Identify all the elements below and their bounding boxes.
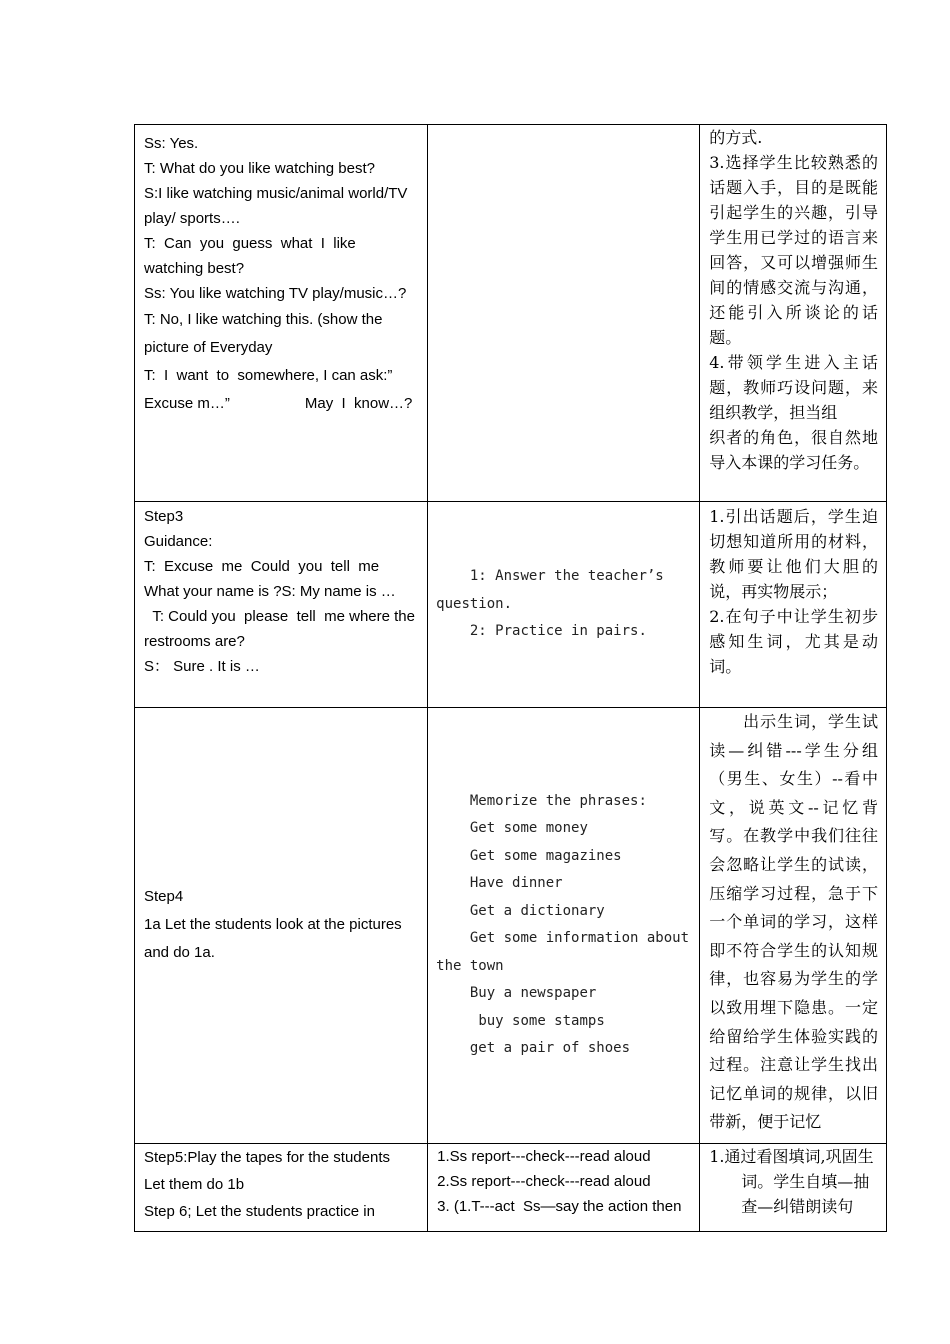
text-line: 查—纠错朗读句 xyxy=(709,1196,854,1216)
text-line: get a pair of shoes xyxy=(436,1040,631,1057)
text-line: 出示生词，学生试读—纠错---学生分组（男生、女生）--看中文，说英文--记忆背写。在教学中我们往往会忽略让学生的试读，压缩学习过程，急于下一个单词的学习，这样即不符合学生的认知规律，也容易为学生的学以致用埋下隐患。一定给留给学生体验实践的过程。注意让学生找出记忆单词的规律，以旧带新，便于记忆 xyxy=(709,712,878,1132)
text-line: Buy a newspaper xyxy=(436,985,597,1002)
activity-cell xyxy=(428,1143,700,1231)
text-line: Let them do 1b xyxy=(144,1175,245,1193)
text-line: S： Sure . It is … xyxy=(144,658,260,675)
text-line: Get some magazines xyxy=(436,847,622,864)
lesson-plan-table xyxy=(134,124,887,1232)
procedure-cell xyxy=(135,502,428,708)
activity-cell xyxy=(428,502,700,708)
text-line: 词。学生自填—抽 xyxy=(709,1171,870,1191)
text-line: T: I want to somewhere, I can ask:” Excuse m…” May I know…? xyxy=(144,367,413,412)
text-line: Get some money xyxy=(436,820,588,837)
text-line: T: Could you please tell me where the restrooms are? xyxy=(144,608,420,650)
text-line: 3. (1.T---act Ss—say the action then xyxy=(437,1197,682,1215)
text-line: Step5:Play the tapes for the students xyxy=(144,1148,390,1166)
procedure-cell xyxy=(135,125,428,502)
text-line: Guidance: xyxy=(144,533,213,550)
text-line: 2.Ss report---check---read aloud xyxy=(437,1172,651,1190)
procedure-cell xyxy=(135,708,428,1144)
text-line: Step 6; Let the students practice in xyxy=(144,1202,375,1220)
text-line: T: What do you like watching best? xyxy=(144,160,375,177)
text-line: S:I like watching music/animal world/TV play/ sports…. xyxy=(144,185,412,227)
purpose-cell xyxy=(700,502,887,708)
text-line: Memorize the phrases: xyxy=(436,792,647,809)
text-line: Get some information about the town xyxy=(436,930,698,974)
table-row xyxy=(135,1143,887,1231)
table-row xyxy=(135,125,887,502)
text-line: 织者的角色，很自然地导入本课的学习任务。 xyxy=(709,428,878,472)
text-line: Get a dictionary xyxy=(436,902,605,919)
text-line: 2.在句子中让学生初步感知生词，尤其是动词。 xyxy=(709,607,878,676)
text-line: 1.引出话题后，学生迫切想知道所用的材料，教师要让他们大胆的说，再实物展示； xyxy=(709,507,878,601)
text-line: Step4 xyxy=(144,888,184,906)
text-line: T: Can you guess what I like watching best? xyxy=(144,235,365,277)
text-line: 3.选择学生比较熟悉的话题入手，目的是既能引起学生的兴趣，引导学生用已学过的语言来回答，又可以增强师生间的情感交流与沟通，还能引入所谈论的话题。 xyxy=(709,153,878,347)
text-line: Have dinner xyxy=(436,875,563,892)
text-line: T: No, I like watching this. (show the picture of Everyday xyxy=(144,311,387,356)
text-line: 1.通过看图填词,巩固生 xyxy=(709,1146,874,1166)
text-line: T: Excuse me Could you tell me What your name is ?S: My name is … xyxy=(144,558,396,600)
table-row xyxy=(135,502,887,708)
activity-cell xyxy=(428,708,700,1144)
text-line: Ss: Yes. xyxy=(144,135,199,152)
text-line: 1.Ss report---check---read aloud xyxy=(437,1147,651,1165)
text-line: Step3 xyxy=(144,508,184,525)
purpose-cell xyxy=(700,125,887,502)
purpose-cell xyxy=(700,1143,887,1231)
activity-cell xyxy=(428,125,700,502)
procedure-cell xyxy=(135,1143,428,1231)
text-line: 2: Practice in pairs. xyxy=(436,623,647,640)
text-line: 的方式. xyxy=(709,128,763,147)
table-row xyxy=(135,708,887,1144)
text-line: Ss: You like watching TV play/music…? xyxy=(144,285,407,302)
purpose-cell xyxy=(700,708,887,1144)
text-line: 1: Answer the teacher’s question. xyxy=(436,568,673,612)
text-line: 1a Let the students look at the pictures and do 1a. xyxy=(144,916,406,962)
text-line: 4.带领学生进入主话题，教师巧设问题，来组织教学，担当组 xyxy=(709,353,878,422)
text-line: buy some stamps xyxy=(436,1012,605,1029)
